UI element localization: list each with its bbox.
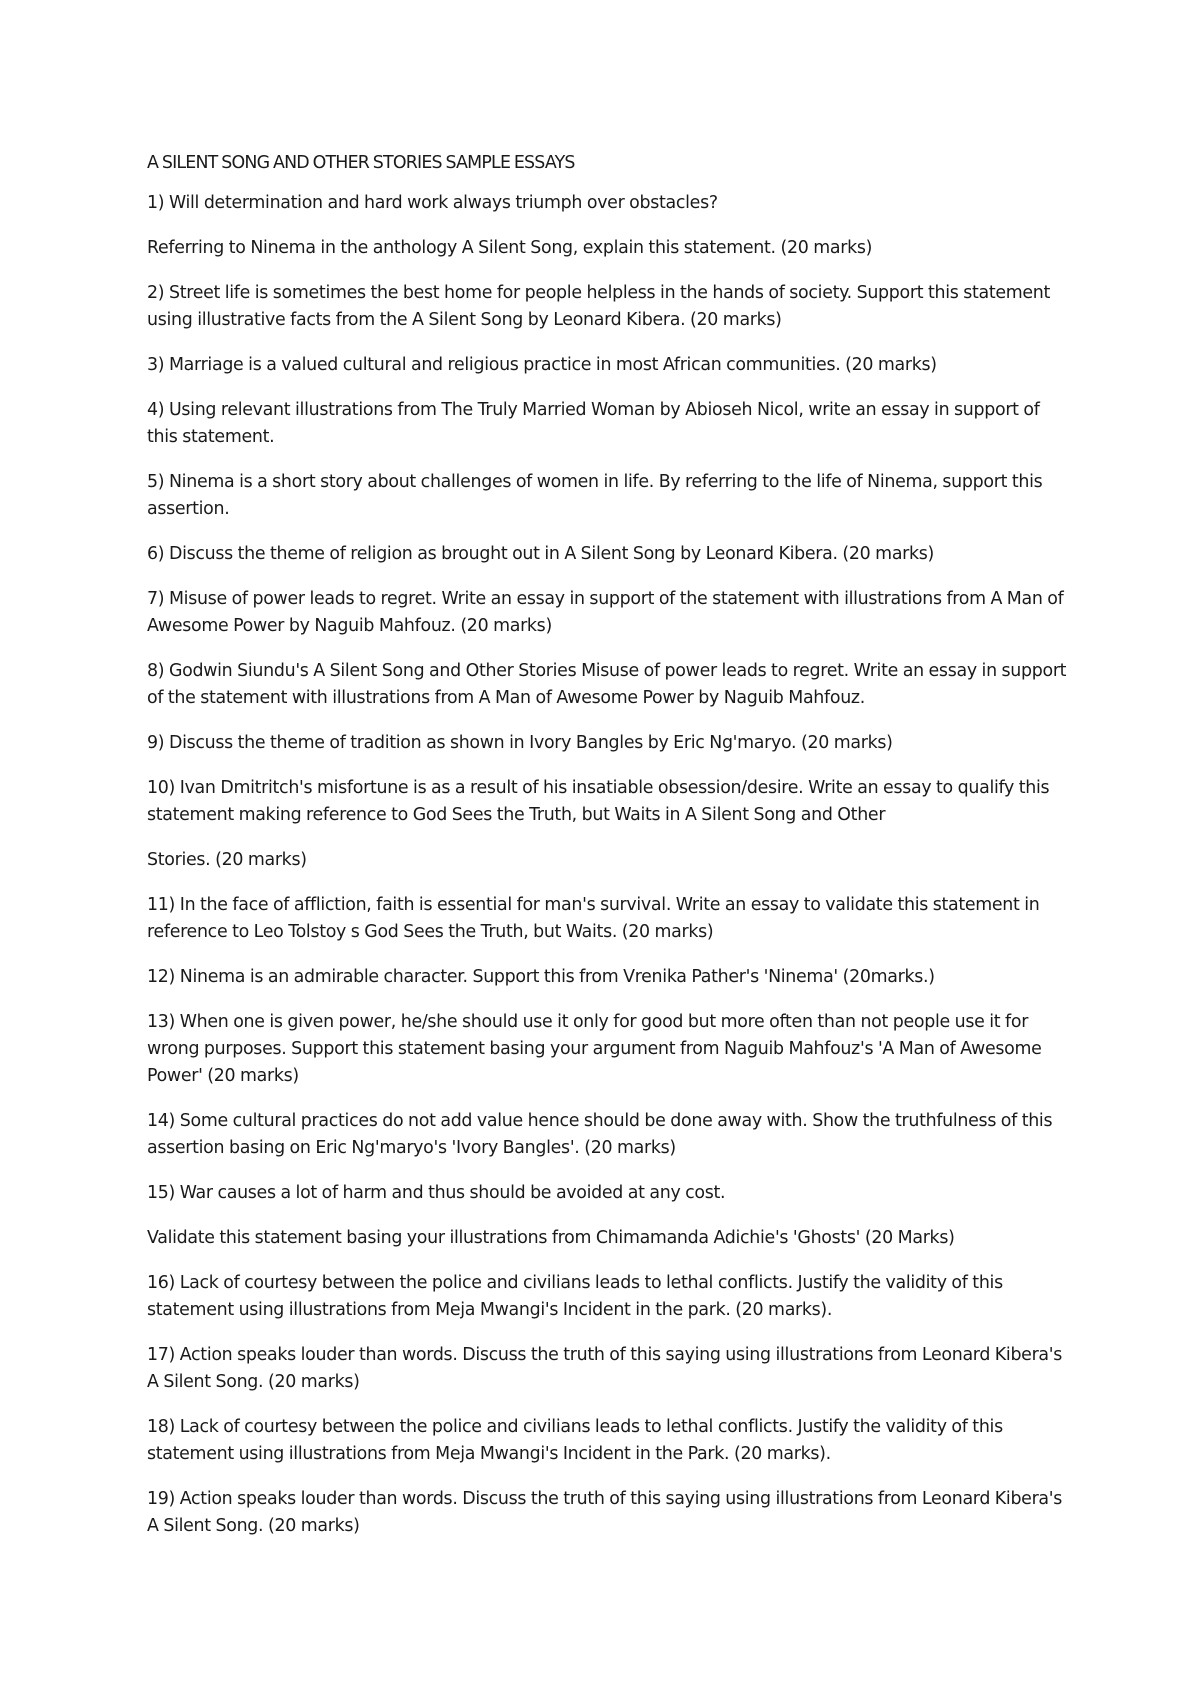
question-9: 9) Discuss the theme of tradition as shown in Ivory Bangles by Eric Ng'maryo. (20 marks) [147, 733, 893, 753]
question-19: 19) Action speaks louder than words. Discuss the truth of this saying using illustrations from Leonard Kibera's A Silent Song. (20 marks) [147, 1489, 1063, 1536]
question-6: 6) Discuss the theme of religion as brought out in A Silent Song by Leonard Kibera. (20 marks) [147, 544, 935, 564]
question-2: 2) Street life is sometimes the best home for people helpless in the hands of society. Support this statement using illustrative facts from the A Silent Song by Leonard Kibera. (20 marks) [147, 283, 1051, 330]
question-10-continuation: Stories. (20 marks) [147, 850, 307, 870]
question-13: 13) When one is given power, he/she should use it only for good but more often than not people use it for wrong purposes. Support this statement basing your argument from Naguib Mahfouz's 'A Man of Awesome Power' (20 marks) [147, 1012, 1042, 1086]
question-11: 11) In the face of affliction, faith is essential for man's survival. Write an essay to validate this statement in reference to Leo Tolstoy s God Sees the Truth, but Waits. (20 marks) [147, 895, 1040, 942]
question-8: 8) Godwin Siundu's A Silent Song and Other Stories Misuse of power leads to regret. Write an essay in support of the statement with illustrations from A Man of Awesome Power by Naguib Mahfouz. [147, 661, 1067, 708]
question-16: 16) Lack of courtesy between the police and civilians leads to lethal conflicts. Justify the validity of this statement using illustrations from Meja Mwangi's Incident in the park. (20 marks). [147, 1273, 1003, 1320]
question-7: 7) Misuse of power leads to regret. Write an essay in support of the statement with illustrations from A Man of Awesome Power by Naguib Mahfouz. (20 marks) [147, 589, 1064, 636]
question-4: 4) Using relevant illustrations from The Truly Married Woman by Abioseh Nicol, write an essay in support of this statement. [147, 400, 1040, 447]
question-1: 1) Will determination and hard work always triumph over obstacles? [147, 193, 718, 213]
question-14: 14) Some cultural practices do not add value hence should be done away with. Show the truthfulness of this assertion basing on Eric Ng'maryo's 'Ivory Bangles'. (20 marks) [147, 1111, 1053, 1158]
question-17: 17) Action speaks louder than words. Discuss the truth of this saying using illustrations from Leonard Kibera's A Silent Song. (20 marks) [147, 1345, 1063, 1392]
question-15-instruction: Validate this statement basing your illustrations from Chimamanda Adichie's 'Ghosts' (20 Marks) [147, 1228, 955, 1248]
document-title: A SILENT SONG AND OTHER STORIES SAMPLE ESSAYS [147, 153, 575, 173]
question-15: 15) War causes a lot of harm and thus should be avoided at any cost. [147, 1183, 726, 1203]
question-1-instruction: Referring to Ninema in the anthology A Silent Song, explain this statement. (20 marks) [147, 238, 873, 258]
document-body [147, 150, 1067, 1558]
question-5: 5) Ninema is a short story about challenges of women in life. By referring to the life of Ninema, support this assertion. [147, 472, 1043, 519]
question-3: 3) Marriage is a valued cultural and religious practice in most African communities. (20 marks) [147, 355, 937, 375]
question-10: 10) Ivan Dmitritch's misfortune is as a result of his insatiable obsession/desire. Write an essay to qualify this statement making reference to God Sees the Truth, but Waits in A Silent Song and Other [147, 778, 1050, 825]
question-12: 12) Ninema is an admirable character. Support this from Vrenika Pather's 'Ninema' (20marks.) [147, 967, 935, 987]
question-18: 18) Lack of courtesy between the police and civilians leads to lethal conflicts. Justify the validity of this statement using illustrations from Meja Mwangi's Incident in the Park. (20 marks). [147, 1417, 1003, 1464]
